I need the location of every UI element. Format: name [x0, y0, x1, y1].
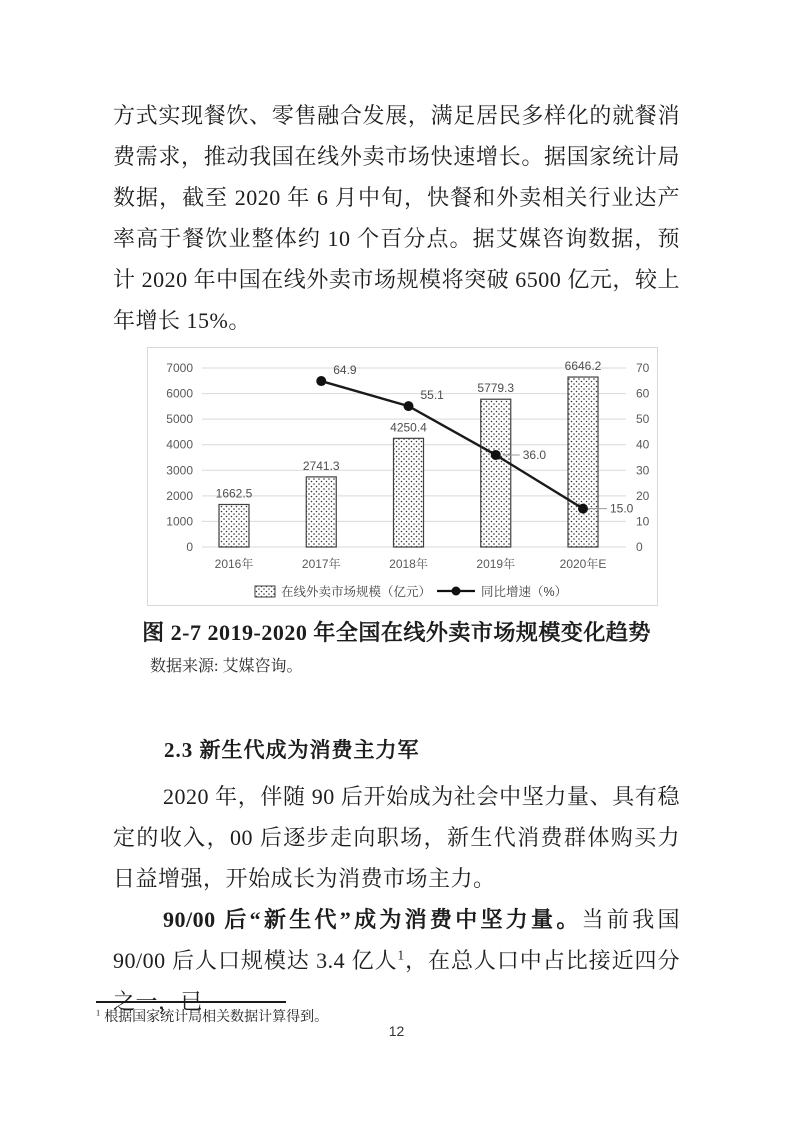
svg-text:30: 30 [636, 463, 650, 478]
svg-text:1662.5: 1662.5 [215, 486, 253, 501]
paragraph-bold-leadin: 90/00 后“新生代”成为消费中坚力量。 [163, 907, 582, 932]
svg-text:50: 50 [636, 412, 650, 427]
svg-text:在线外卖市场规模（亿元）: 在线外卖市场规模（亿元） [281, 585, 432, 599]
svg-text:2020年E: 2020年E [559, 557, 607, 571]
figure-caption: 图 2-7 2019-2020 年全国在线外卖市场规模变化趋势 [142, 620, 651, 645]
svg-text:5779.3: 5779.3 [477, 381, 515, 396]
svg-text:0: 0 [186, 540, 193, 554]
svg-text:40: 40 [636, 437, 650, 452]
svg-text:1000: 1000 [166, 514, 193, 529]
svg-text:4250.4: 4250.4 [390, 420, 427, 435]
market-chart [148, 348, 655, 603]
paragraph-consumer-force [113, 899, 680, 1022]
svg-text:10: 10 [636, 514, 650, 529]
svg-text:2741.3: 2741.3 [302, 458, 340, 473]
svg-text:2000: 2000 [166, 488, 193, 503]
section-heading: 2.3 新生代成为消费主力军 [164, 738, 420, 762]
figure-source: 数据来源: 艾媒咨询。 [150, 658, 303, 675]
paragraph-text-cont: ，在总人口中占比接近四分之一，已 [113, 948, 680, 1014]
svg-text:4000: 4000 [166, 437, 193, 452]
svg-text:7000: 7000 [166, 361, 193, 375]
footnote-marker: 1 [96, 1008, 101, 1018]
svg-text:2017年: 2017年 [301, 557, 341, 571]
svg-text:2016年: 2016年 [214, 557, 254, 571]
paragraph-intro: 方式实现餐饮、零售融合发展，满足居民多样化的就餐消费需求，推动我国在线外卖市场快速增长。据国家统计局数据，截至 2020 年 6 月中旬，快餐和外卖相关行业达产率高于餐饮业整体约 10 个百分点。据艾媒咨询数据，预计 2020 年中国在线外卖市场规模将突破 6500 亿元，较上年增长 15%。 [113, 103, 680, 333]
svg-text:70: 70 [636, 361, 650, 375]
svg-text:15.0: 15.0 [610, 501, 634, 516]
svg-text:36.0: 36.0 [522, 447, 547, 462]
svg-text:2019年: 2019年 [476, 557, 516, 571]
footnote-divider [96, 1001, 286, 1003]
footnote-ref: 1 [397, 947, 405, 963]
svg-text:3000: 3000 [166, 463, 193, 478]
svg-text:55.1: 55.1 [420, 388, 444, 403]
paragraph-text: 当前我国 90/00 后人口规模达 3.4 亿人 [113, 907, 680, 973]
svg-text:20: 20 [636, 488, 650, 503]
paragraph-new-generation: 2020 年，伴随 90 后开始成为社会中坚力量、具有稳定的收入，00 后逐步走向职场，新生代消费群体购买力日益增强，开始成长为消费市场主力。 [113, 784, 680, 891]
svg-text:6646.2: 6646.2 [564, 359, 602, 374]
svg-text:2018年: 2018年 [389, 557, 428, 571]
footnote-text: 根据国家统计局相关数据计算得到。 [104, 1010, 329, 1025]
svg-text:5000: 5000 [166, 412, 193, 427]
svg-text:0: 0 [636, 540, 643, 554]
svg-text:同比增速（%）: 同比增速（%） [481, 585, 568, 599]
market-chart-figure [147, 347, 658, 606]
svg-text:6000: 6000 [166, 386, 193, 401]
svg-text:64.9: 64.9 [333, 363, 357, 378]
page-number: 12 [388, 1023, 405, 1039]
svg-text:60: 60 [636, 386, 650, 401]
